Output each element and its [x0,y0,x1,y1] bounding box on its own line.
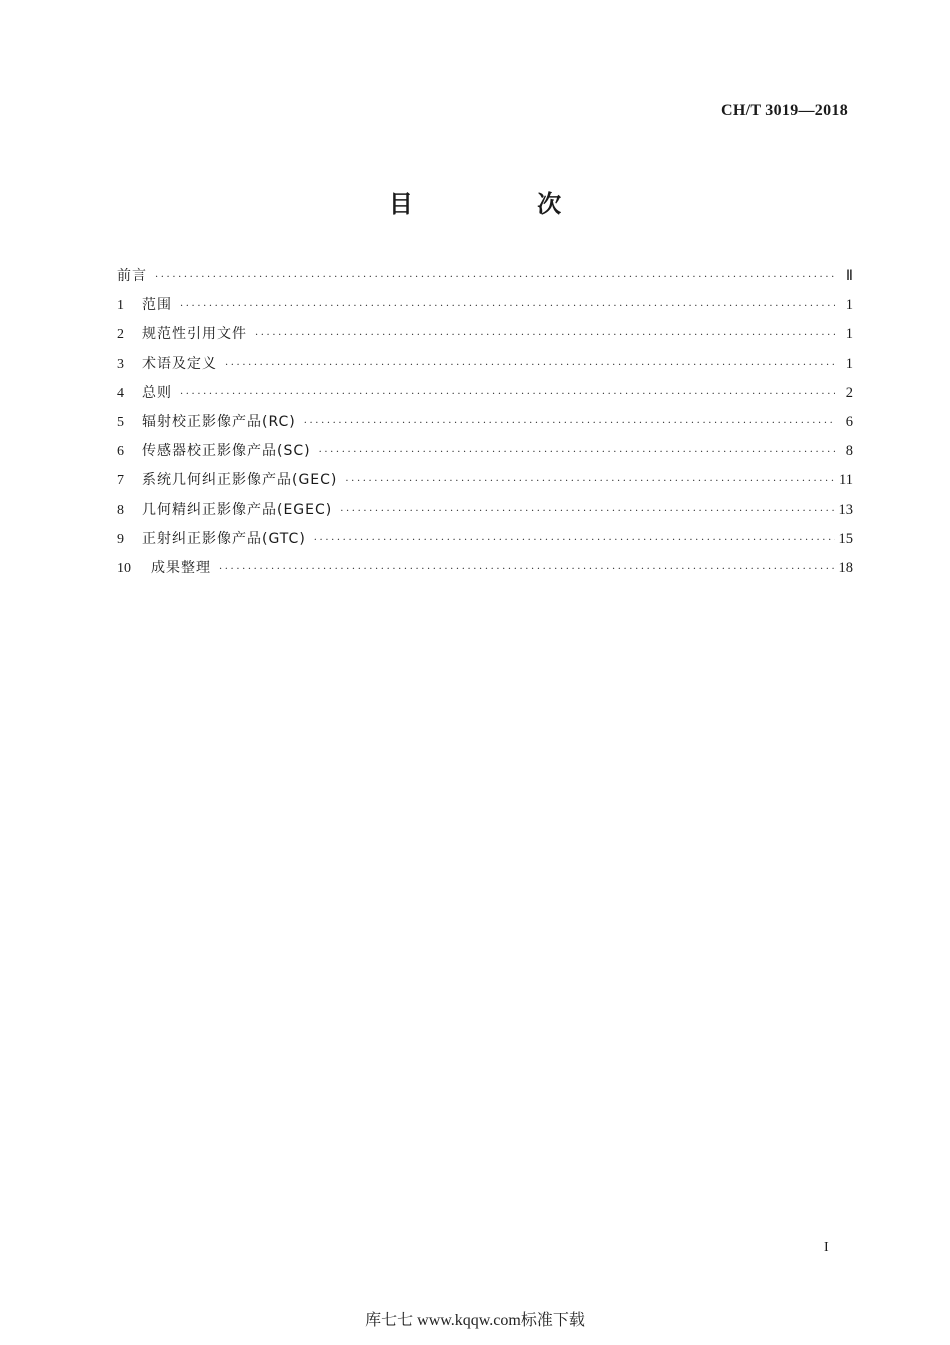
toc-entry-number: 2 [117,327,124,343]
toc-entry-page: 1 [845,355,853,372]
toc-entry-number: 9 [117,531,124,547]
toc-leader-dots [255,321,835,350]
toc-entry-foreword[interactable] [117,262,853,291]
toc-leader-dots [219,555,835,584]
toc-entry-7[interactable] [117,466,853,495]
toc-entry-2[interactable] [117,320,853,349]
toc-entry-label: 辐射校正影像产品(RC) [142,413,296,430]
toc-entry-1[interactable] [117,291,853,320]
table-of-contents [117,262,853,583]
toc-entry-page: 6 [845,413,853,430]
toc-entry-5[interactable] [117,408,853,437]
toc-entry-4[interactable] [117,379,853,408]
toc-entry-number: 10 [117,560,131,576]
toc-entry-number: 1 [117,298,124,314]
page-number: I [824,1240,829,1255]
toc-entry-page: 8 [845,443,853,460]
toc-entry-label: 正射纠正影像产品(GTC) [142,530,306,547]
standard-code: CH/T 3019—2018 [720,102,848,119]
toc-entry-label: 规范性引用文件 [142,326,247,343]
toc-entry-page: 15 [838,530,853,547]
toc-entry-3[interactable] [117,350,853,379]
toc-entry-page: 11 [839,472,853,489]
toc-entry-8[interactable] [117,496,853,525]
toc-entry-label: 传感器校正影像产品(SC) [142,443,311,460]
watermark-text: 库七七 www.kqqw.com标准下载 [365,1312,585,1329]
toc-leader-dots [155,263,835,292]
toc-leader-dots [304,409,835,438]
toc-entry-page: 2 [845,384,853,401]
toc-entry-page: 1 [845,297,853,314]
toc-entry-number: 6 [117,444,124,460]
toc-entry-label: 系统几何纠正影像产品(GEC) [142,472,338,489]
toc-entry-number: 5 [117,414,124,430]
toc-entry-number: 7 [117,473,124,489]
toc-leader-dots [340,497,834,526]
toc-entry-label: 范围 [142,297,172,314]
toc-entry-number: 3 [117,356,124,372]
toc-entry-number: 8 [117,502,124,518]
toc-leader-dots [345,467,835,496]
toc-entry-page: 18 [838,559,853,576]
toc-leader-dots [225,351,835,380]
toc-entry-page: Ⅱ [845,268,853,284]
toc-leader-dots [180,292,835,321]
toc-leader-dots [314,526,835,555]
toc-entry-9[interactable] [117,525,853,554]
toc-entry-label: 前言 [117,268,147,284]
toc-entry-page: 13 [838,501,853,518]
toc-entry-label: 几何精纠正影像产品(EGEC) [142,501,333,518]
toc-entry-6[interactable] [117,437,853,466]
toc-entry-label: 成果整理 [151,559,211,576]
toc-leader-dots [180,380,835,409]
toc-entry-10[interactable] [117,554,853,583]
toc-entry-label: 总则 [142,384,172,401]
page-title: 目 次 [388,190,620,218]
toc-entry-page: 1 [845,326,853,343]
toc-leader-dots [319,438,835,467]
toc-entry-label: 术语及定义 [142,355,217,372]
toc-entry-number: 4 [117,385,124,401]
